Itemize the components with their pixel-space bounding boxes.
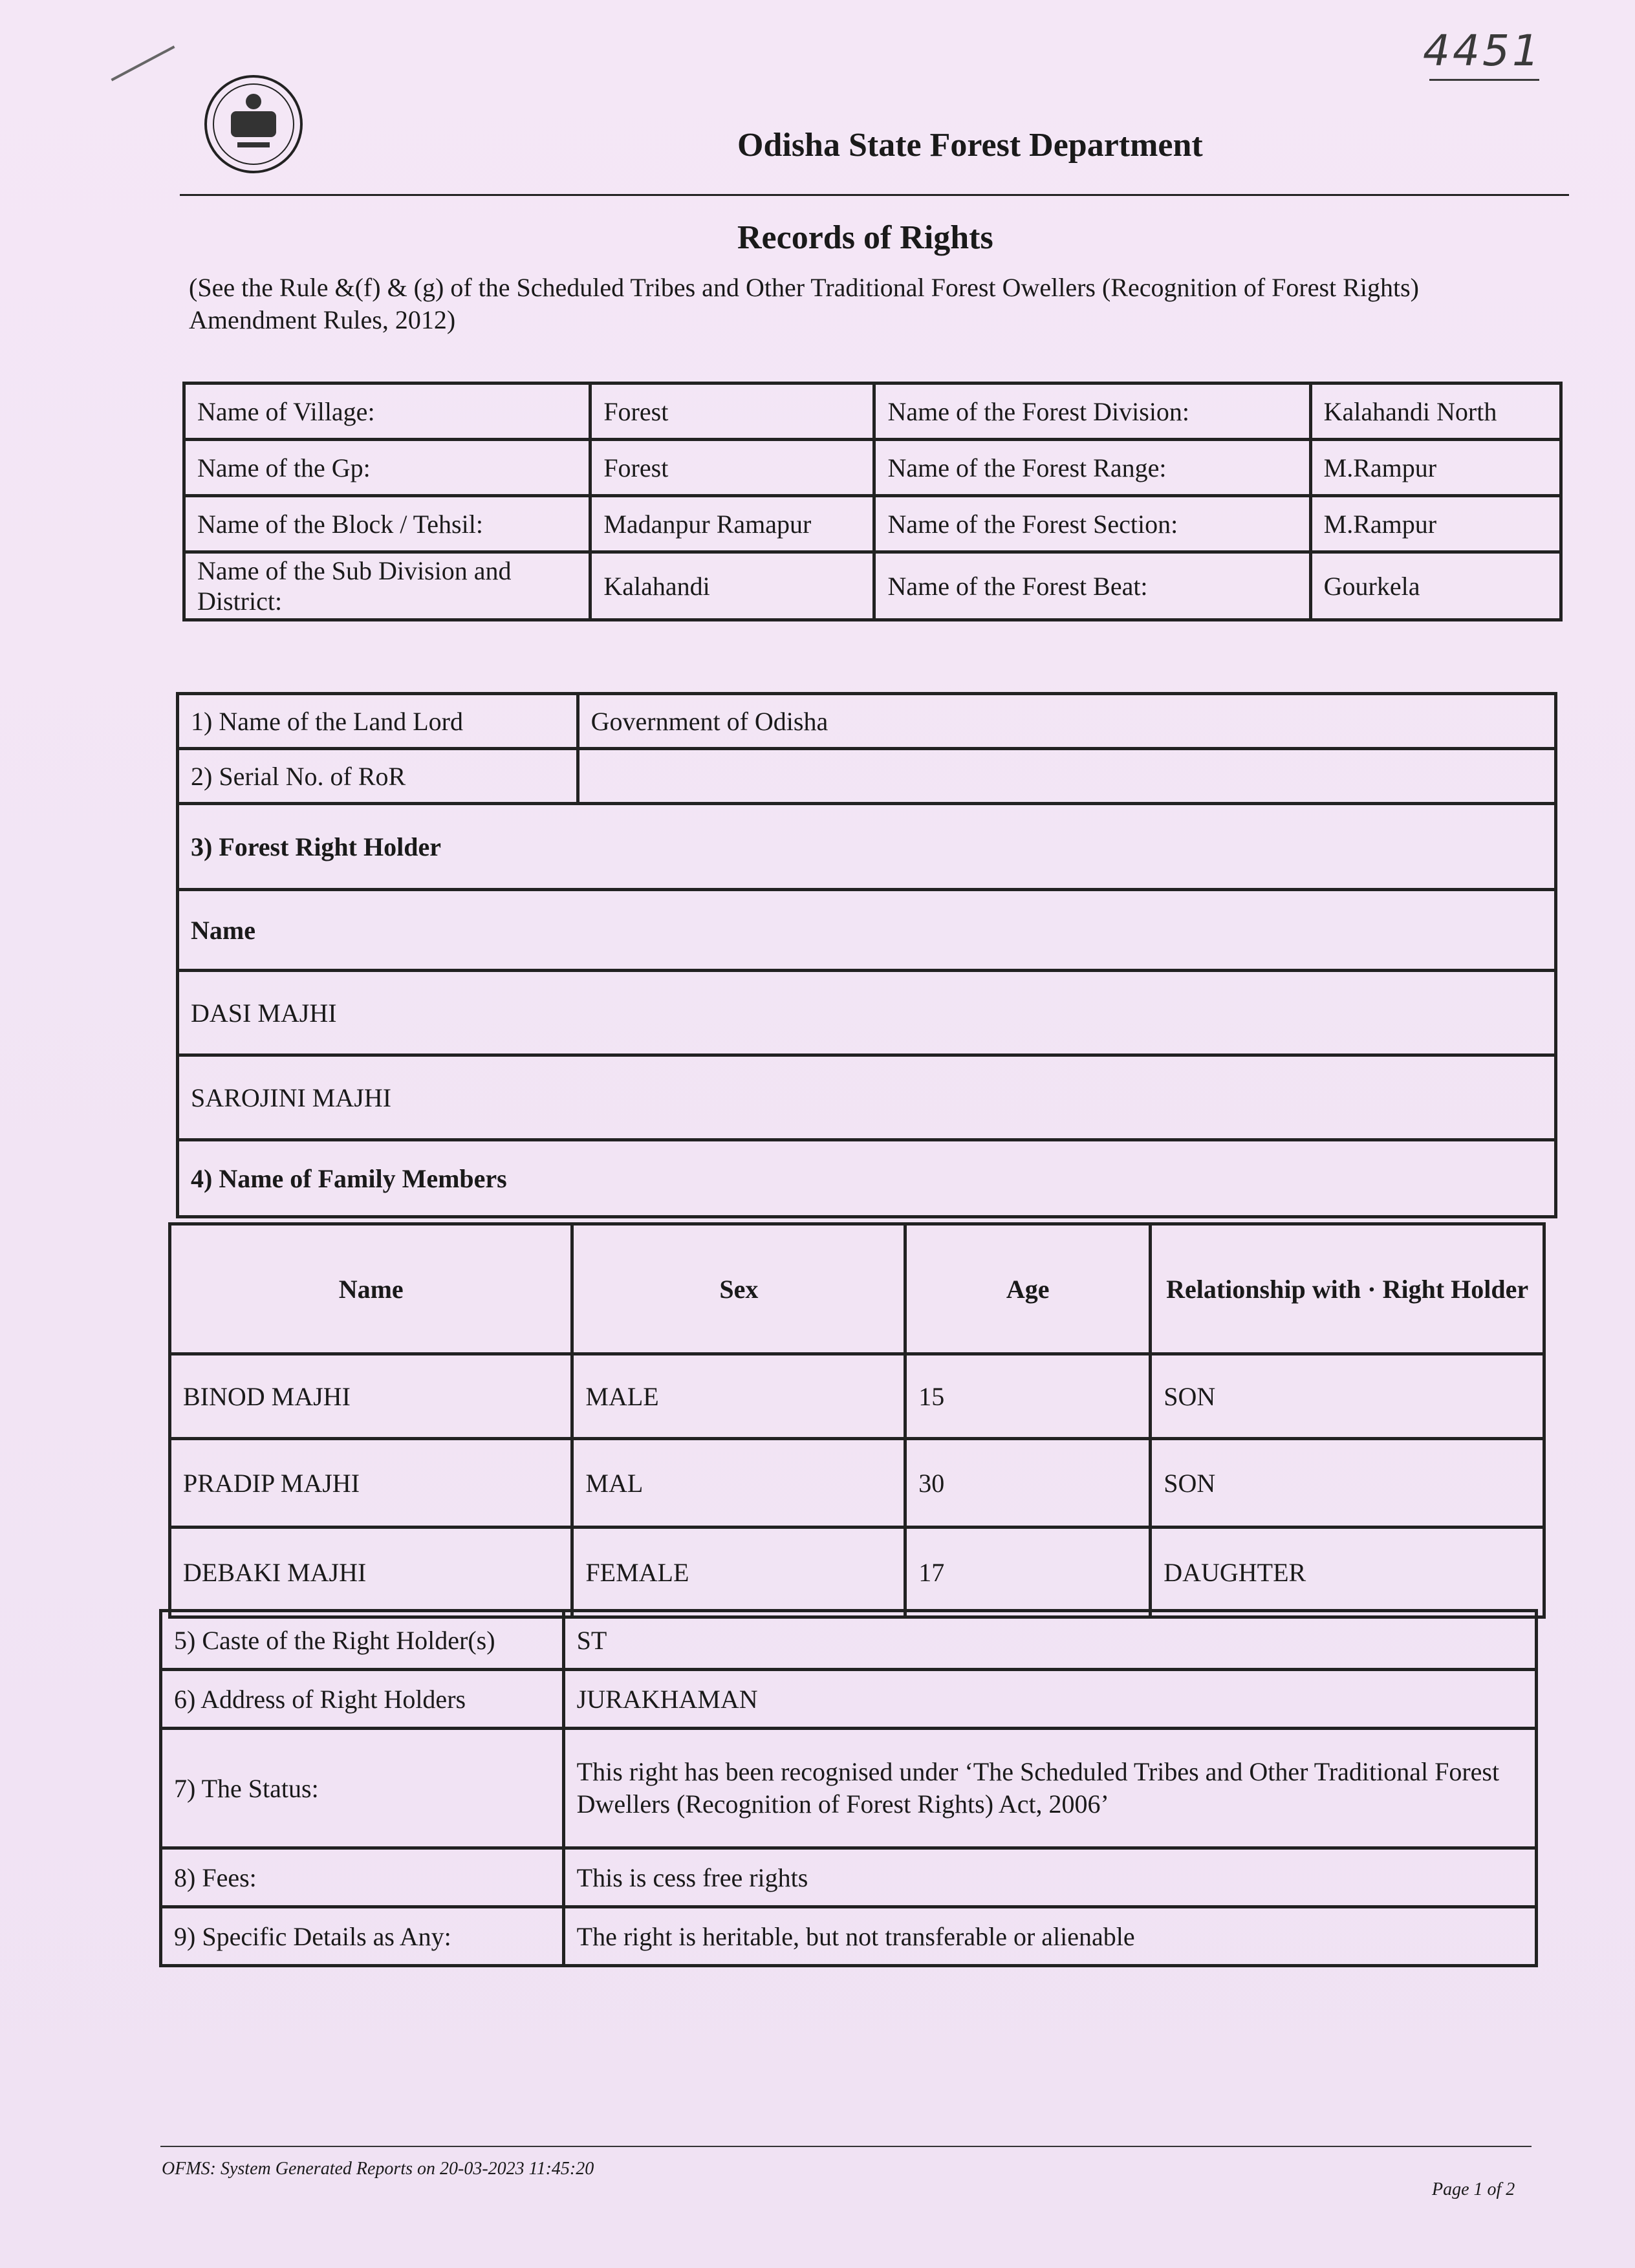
footer-divider	[160, 2146, 1532, 2147]
serial-label: 2) Serial No. of RoR	[178, 749, 578, 804]
header-divider	[180, 194, 1569, 196]
detail-value: ST	[563, 1611, 1536, 1670]
member-name: BINOD MAJHI	[170, 1354, 572, 1439]
table-row	[184, 383, 1561, 440]
location-label: Name of the Block / Tehsil:	[184, 496, 590, 552]
land-lord-label: 1) Name of the Land Lord	[178, 694, 578, 749]
table-row	[178, 1140, 1556, 1217]
table-row	[170, 1439, 1544, 1528]
table-row	[178, 971, 1556, 1055]
forest-value: M.Rampur	[1310, 440, 1561, 496]
location-label: Name of the Gp:	[184, 440, 590, 496]
table-row	[178, 890, 1556, 971]
footer-report-info: OFMS: System Generated Reports on 20-03-2023 11:45:20	[162, 2159, 594, 2179]
location-value: Kalahandi	[590, 552, 874, 620]
detail-value: JURAKHAMAN	[563, 1670, 1536, 1729]
forest-label: Name of the Forest Section:	[874, 496, 1310, 552]
member-age: 17	[905, 1528, 1151, 1617]
table-row	[178, 694, 1556, 749]
table-row	[161, 1670, 1537, 1729]
member-name: DEBAKI MAJHI	[170, 1528, 572, 1617]
land-lord-value: Government of Odisha	[578, 694, 1555, 749]
detail-value: This is cess free rights	[563, 1848, 1536, 1907]
table-row	[184, 552, 1561, 620]
forest-value: Gourkela	[1310, 552, 1561, 620]
table-row	[170, 1354, 1544, 1439]
location-value: Forest	[590, 383, 874, 440]
handwritten-underline	[1429, 79, 1539, 81]
detail-label: 8) Fees:	[161, 1848, 564, 1907]
department-title: Odisha State Forest Department	[737, 127, 1203, 164]
handwritten-number: 4451	[1423, 26, 1542, 76]
detail-value: The right is heritable, but not transferable or alienable	[563, 1907, 1536, 1966]
member-age: 15	[905, 1354, 1151, 1439]
rule-reference: (See the Rule &(f) & (g) of the Scheduled Tribes and Other Traditional Forest Owellers (Recognition of Forest Rights) Amendment Rules, 2012)	[189, 273, 1419, 334]
column-header: Sex	[572, 1224, 905, 1354]
column-header: Age	[905, 1224, 1151, 1354]
table-row	[184, 496, 1561, 552]
name-heading: Name	[178, 890, 1556, 971]
record-table	[176, 692, 1557, 1218]
family-table	[168, 1222, 1546, 1619]
location-label: Name of the Sub Division and District:	[184, 552, 590, 620]
location-value: Madanpur Ramapur	[590, 496, 874, 552]
odisha-emblem-icon	[202, 72, 305, 176]
member-sex: MALE	[572, 1354, 905, 1439]
table-row	[178, 1055, 1556, 1140]
pen-mark	[111, 45, 175, 81]
table-row	[170, 1528, 1544, 1617]
forest-label: Name of the Forest Division:	[874, 383, 1310, 440]
serial-value	[578, 749, 1555, 804]
table-row	[161, 1907, 1537, 1966]
forest-label: Name of the Forest Range:	[874, 440, 1310, 496]
detail-value: This right has been recognised under ‘The Scheduled Tribes and Other Traditional Forest Dwellers (Recognition of Forest Rights) Act, 2006’	[563, 1729, 1536, 1848]
member-name: PRADIP MAJHI	[170, 1439, 572, 1528]
forest-value: Kalahandi North	[1310, 383, 1561, 440]
right-holder-heading: 3) Forest Right Holder	[178, 804, 1556, 890]
detail-label: 7) The Status:	[161, 1729, 564, 1848]
location-table	[182, 382, 1563, 621]
member-age: 30	[905, 1439, 1151, 1528]
detail-label: 6) Address of Right Holders	[161, 1670, 564, 1729]
member-relationship: SON	[1151, 1354, 1544, 1439]
member-relationship: DAUGHTER	[1151, 1528, 1544, 1617]
column-header: Name	[170, 1224, 572, 1354]
member-relationship: SON	[1151, 1439, 1544, 1528]
member-sex: FEMALE	[572, 1528, 905, 1617]
location-label: Name of Village:	[184, 383, 590, 440]
family-heading: 4) Name of Family Members	[178, 1140, 1556, 1217]
page-title: Records of Rights	[737, 219, 993, 256]
column-header: Relationship with · Right Holder	[1151, 1224, 1544, 1354]
member-sex: MAL	[572, 1439, 905, 1528]
table-row	[178, 749, 1556, 804]
table-row	[184, 440, 1561, 496]
detail-label: 5) Caste of the Right Holder(s)	[161, 1611, 564, 1670]
table-row	[161, 1848, 1537, 1907]
forest-label: Name of the Forest Beat:	[874, 552, 1310, 620]
table-row	[161, 1729, 1537, 1848]
table-row	[178, 804, 1556, 890]
table-row	[161, 1611, 1537, 1670]
details-table	[159, 1609, 1538, 1967]
page-number: Page 1 of 2	[1432, 2179, 1515, 2199]
holder-name: SAROJINI MAJHI	[178, 1055, 1556, 1140]
holder-name: DASI MAJHI	[178, 971, 1556, 1055]
detail-label: 9) Specific Details as Any:	[161, 1907, 564, 1966]
forest-value: M.Rampur	[1310, 496, 1561, 552]
location-value: Forest	[590, 440, 874, 496]
table-header-row	[170, 1224, 1544, 1354]
